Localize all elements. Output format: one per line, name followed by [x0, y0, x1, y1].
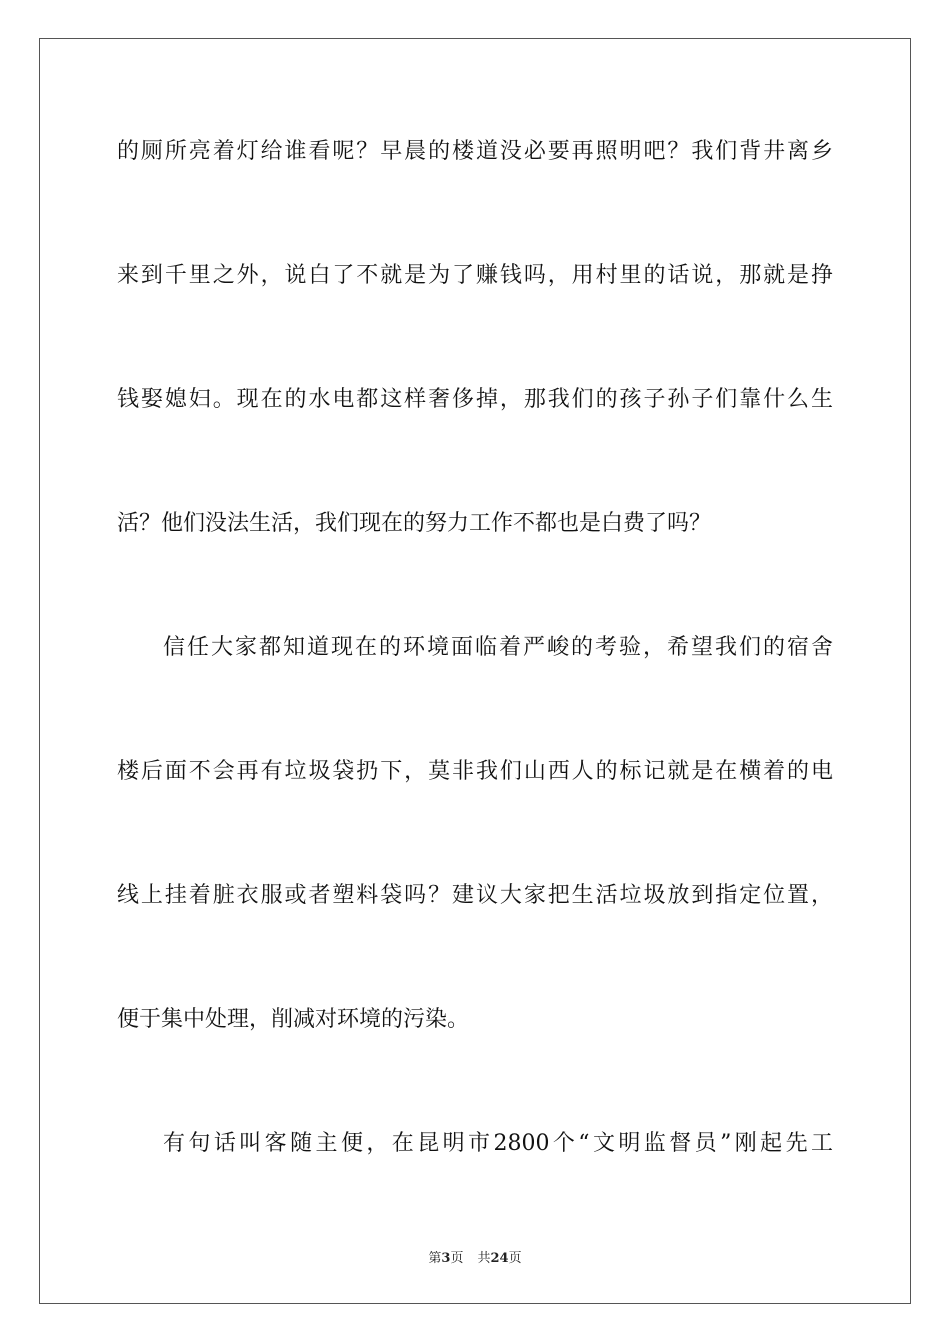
- footer-page-prefix: 第: [428, 1251, 442, 1266]
- body-line-7: 线上挂着脏衣服或者塑料袋吗？建议大家把生活垃圾放到指定位置，: [117, 883, 833, 908]
- page-footer: [0, 1247, 950, 1266]
- body-line-9: 有句话叫客随主便，在昆明市2800个“文明监督员”刚起先工: [163, 1131, 833, 1156]
- footer-total-prefix: 共: [477, 1251, 491, 1266]
- body-line-6: 楼后面不会再有垃圾袋扔下，莫非我们山西人的标记就是在横着的电: [117, 759, 833, 784]
- body-line-3: 钱娶媳妇。现在的水电都这样奢侈掉，那我们的孩子孙子们靠什么生: [117, 387, 833, 412]
- body-line-2: 来到千里之外，说白了不就是为了赚钱吗，用村里的话说，那就是挣: [117, 263, 833, 288]
- footer-page-total: 24: [490, 1251, 509, 1266]
- body-line-1: 的厕所亮着灯给谁看呢？早晨的楼道没必要再照明吧？我们背井离乡: [117, 139, 833, 164]
- footer-page-suffix: 页: [450, 1251, 464, 1266]
- footer-page-current: 3: [441, 1251, 451, 1266]
- body-line-5: 信任大家都知道现在的环境面临着严峻的考验，希望我们的宿舍: [163, 635, 833, 660]
- body-line-8: 便于集中处理，削减对环境的污染。: [117, 1007, 470, 1032]
- body-line-4: 活？他们没法生活，我们现在的努力工作不都也是白费了吗？: [117, 511, 712, 536]
- page-border: [39, 38, 911, 1304]
- footer-total-suffix: 页: [508, 1251, 522, 1266]
